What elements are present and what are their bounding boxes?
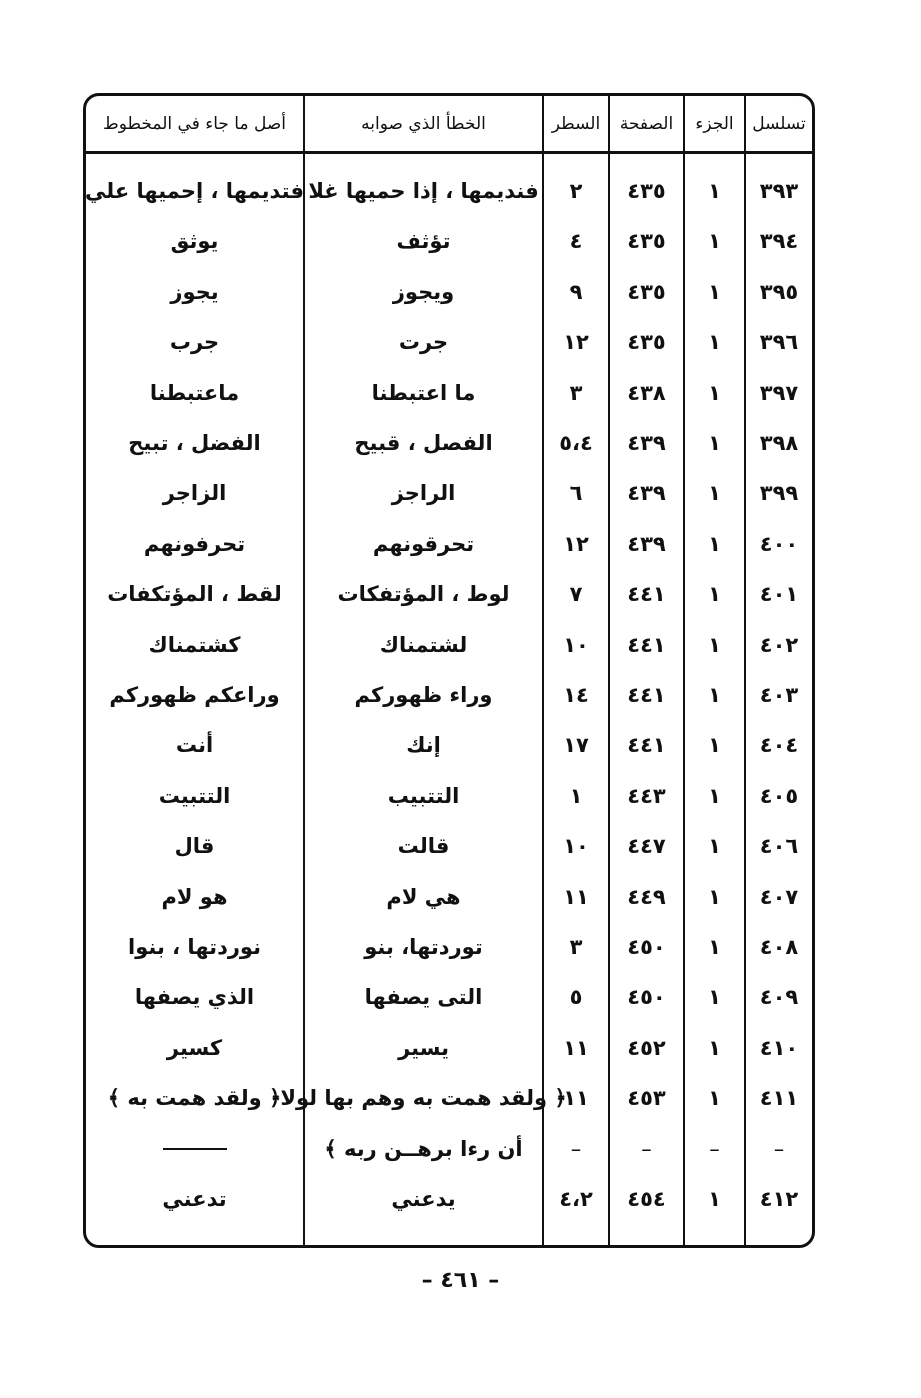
header-part: الجزء [695, 114, 734, 134]
cell-correct: ما اعتبطنا [371, 380, 476, 405]
cell-serial: ٤٠٨ [759, 935, 799, 959]
cell-part: ١ [708, 632, 721, 657]
cell-original: هو لام [161, 884, 228, 909]
cell-serial: ٣٩٩ [759, 481, 799, 506]
cell-serial: ٣٩٦ [759, 330, 799, 355]
header-serial: تسلسل [752, 114, 806, 134]
cell-page: ٤٣٨ [627, 380, 666, 405]
cell-part: ١ [708, 229, 721, 254]
cell-original: تدعني [162, 1187, 227, 1211]
cell-serial: ٣٩٣ [759, 179, 799, 203]
cell-page: ٤٤١ [627, 683, 666, 707]
cell-page: ٤٣٩ [627, 531, 666, 556]
cell-line: ١٧ [563, 733, 589, 758]
cell-page: ٤٤١ [627, 632, 666, 657]
cell-correct: تؤثف [396, 229, 451, 254]
cell-page: ٤٤١ [627, 733, 666, 758]
cell-original: كسير [166, 1035, 223, 1060]
cell-serial: ٤٠٧ [759, 884, 799, 909]
cell-line: ٣ [569, 935, 583, 959]
cell-page: ٤٣٩ [627, 431, 666, 455]
cell-part: ١ [708, 481, 721, 506]
cell-line: ٥ [569, 985, 583, 1010]
cell-original: الزاجر [162, 481, 227, 506]
cell-serial: ٣٩٧ [759, 380, 799, 405]
cell-part: ١ [708, 985, 721, 1010]
column-divider [744, 96, 746, 1245]
cell-serial: ٣٩٤ [759, 229, 799, 254]
cell-line: ١٢ [563, 531, 589, 556]
cell-correct: هي لام [386, 884, 461, 909]
cell-part: ١ [708, 531, 721, 556]
cell-serial: ٤٠١ [759, 582, 799, 607]
cell-page: ٤٤٩ [627, 884, 666, 909]
cell-correct: الفصل ، قبيح [354, 431, 493, 455]
cell-correct: وراء ظهوركم [354, 683, 493, 707]
cell-line: ١٤ [563, 683, 589, 707]
cell-line: ٩ [569, 279, 583, 304]
cell-line: ١٢ [563, 330, 589, 355]
cell-page: ٤٣٥ [627, 279, 666, 304]
cell-part: ١ [708, 582, 721, 607]
cell-line: ١ [569, 783, 583, 808]
cell-correct: ويجوز [392, 279, 455, 304]
column-divider [683, 96, 685, 1245]
cell-page: ٤٥٠ [627, 985, 666, 1010]
cell-correct: فنديمها ، إذا حميها غلا [308, 179, 539, 203]
cell-line: ٤،٢ [559, 1187, 593, 1211]
cell-page: ٤٤٧ [627, 834, 666, 859]
cell-original: لقط ، المؤتكفات [107, 582, 282, 607]
cell-serial: ٤٠٢ [759, 632, 799, 657]
cell-correct: تحرقونهم [372, 531, 475, 556]
cell-part: ١ [708, 1187, 721, 1211]
cell-correct: إنك [406, 733, 441, 758]
cell-part: ١ [708, 380, 721, 405]
errata-table [83, 93, 815, 1248]
cell-page: ٤٣٩ [627, 481, 666, 506]
cell-correct: قالت [397, 834, 450, 859]
cell-original: جرب [169, 330, 220, 355]
cell-serial: ٣٩٥ [759, 279, 799, 304]
column-divider [542, 96, 544, 1245]
header-original: أصل ما جاء في المخطوط [102, 114, 287, 134]
column-divider [608, 96, 610, 1245]
cell-page: ٤٥٤ [627, 1187, 666, 1211]
cell-original: نوردتها ، بنوا [128, 935, 261, 959]
cell-original: يوثق [170, 229, 219, 254]
cell-original: فتديمها ، إحميها علي [85, 179, 304, 203]
cell-serial: ٤٠٦ [759, 834, 799, 859]
cell-page: ٤٥٠ [627, 935, 666, 959]
cell-page: ٤٣٥ [627, 179, 666, 203]
cell-original: أنت [175, 733, 214, 758]
cell-correct: أن رءا برهــن ربه ﴾ [324, 1136, 523, 1161]
cell-line: – [570, 1136, 582, 1161]
cell-serial: ٤٠٩ [759, 985, 799, 1010]
cell-correct: جرت [398, 330, 449, 355]
cell-page: ٤٣٥ [627, 229, 666, 254]
cell-correct: يسير [398, 1035, 449, 1060]
cell-line: ١١ [563, 1035, 589, 1060]
cell-part: ١ [708, 834, 721, 859]
header-page: الصفحة [619, 114, 674, 134]
cell-line: ٧ [569, 582, 583, 607]
cell-serial: ٤٠٥ [759, 783, 799, 808]
cell-part: ١ [708, 1035, 721, 1060]
cell-line: ١٠ [563, 834, 589, 859]
cell-line: ٤ [569, 229, 583, 254]
page-number: – ٤٦١ – [421, 1268, 500, 1293]
cell-line: ٣ [569, 380, 583, 405]
cell-part: ١ [708, 330, 721, 355]
cell-page: ٤٣٥ [627, 330, 666, 355]
cell-original: يجوز [170, 279, 219, 304]
cell-part: ١ [708, 935, 721, 959]
cell-line: ٦ [569, 481, 583, 506]
cell-line: ٥،٤ [559, 431, 593, 455]
cell-serial: – [773, 1136, 785, 1161]
cell-original: الذي يصفها [134, 985, 255, 1010]
cell-part: – [709, 1136, 720, 1161]
cell-correct: لوط ، المؤتفكات [337, 582, 510, 607]
cell-line: ١١ [563, 884, 589, 909]
cell-part: ١ [708, 783, 721, 808]
header-line: السطر [551, 114, 601, 134]
cell-page: ٤٥٢ [627, 1035, 666, 1060]
cell-serial: ٤٠٣ [759, 683, 799, 707]
cell-correct: توردتها، بنو [364, 935, 483, 959]
cell-line: ١١ [563, 1086, 589, 1111]
cell-line: ١٠ [563, 632, 589, 657]
cell-correct: يدعني [391, 1187, 456, 1211]
cell-part: ١ [708, 733, 721, 758]
cell-part: ١ [708, 683, 721, 707]
cell-original: ماعتبطنا [149, 380, 240, 405]
cell-serial: ٣٩٨ [759, 431, 799, 455]
cell-original: وراعكم ظهوركم [109, 683, 280, 707]
blank-entry-line [163, 1148, 227, 1150]
column-divider [303, 96, 305, 1245]
cell-original: كشتمناك [148, 632, 241, 657]
cell-page: ٤٤٣ [627, 783, 666, 808]
cell-page: ٤٤١ [627, 582, 666, 607]
cell-line: ٢ [569, 179, 583, 203]
cell-page: – [641, 1136, 652, 1161]
header-correct: الخطأ الذي صوابه [361, 114, 486, 134]
cell-correct: لشتمناك [379, 632, 468, 657]
cell-original: قال [174, 834, 215, 859]
cell-original [86, 1127, 303, 1171]
cell-original: ﴿ ولقد همت به ﴾ [107, 1086, 282, 1111]
cell-correct: التى يصفها [364, 985, 483, 1010]
cell-part: ١ [708, 1086, 721, 1111]
cell-part: ١ [708, 179, 721, 203]
cell-correct: ﴿ ولقد همت به وهم بها لولا [280, 1086, 567, 1111]
cell-serial: ٤١٠ [759, 1035, 799, 1060]
cell-original: تحرفونهم [143, 531, 246, 556]
cell-correct: الراجز [391, 481, 456, 506]
cell-part: ١ [708, 279, 721, 304]
cell-correct: التتبيب [387, 783, 460, 808]
cell-serial: ٤١٢ [759, 1187, 799, 1211]
cell-original: التتبيت [158, 783, 231, 808]
cell-serial: ٤١١ [759, 1086, 799, 1111]
cell-serial: ٤٠٠ [759, 531, 799, 556]
cell-part: ١ [708, 884, 721, 909]
cell-serial: ٤٠٤ [759, 733, 799, 758]
cell-part: ١ [708, 431, 721, 455]
cell-original: الفضل ، تبيح [128, 431, 261, 455]
cell-page: ٤٥٣ [627, 1086, 666, 1111]
